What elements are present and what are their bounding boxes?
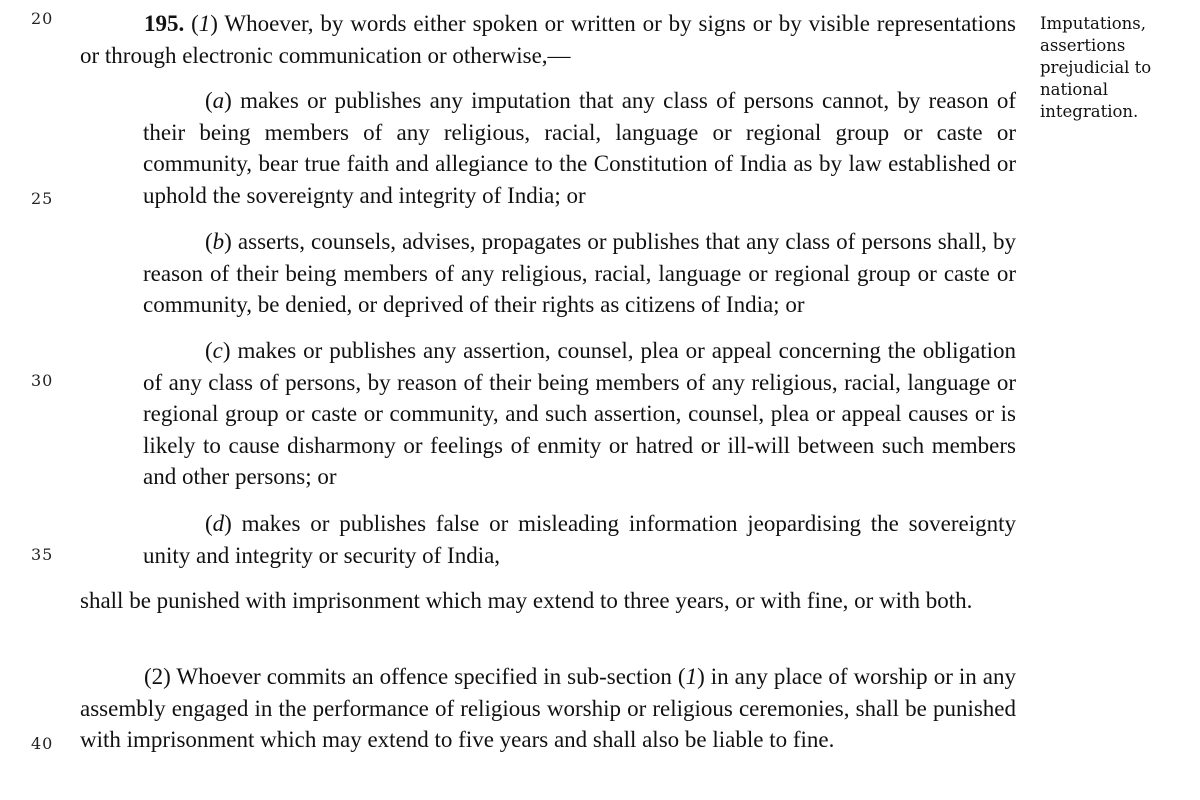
subsection-ref-number: 1 xyxy=(685,664,698,689)
subsection-2-text-cont: in any place of worship or in any assembly engaged in the performance of religious worship or religious ceremonies, shall be punished with imprisonment which may extend to five years and shall also be liable to fine. xyxy=(80,664,1016,752)
ref-paren-close: ) xyxy=(697,664,705,689)
margin-note-line: assertions xyxy=(1040,36,1126,55)
section-intro-text: Whoever, by words either spoken or written or by signs or by visible representations or through electronic communication or otherwise,— xyxy=(80,11,1017,68)
line-number-20: 20 xyxy=(31,9,54,28)
margin-note-line: national xyxy=(1040,80,1109,99)
clause-d: (d) makes or publishes false or misleading information jeopardising the sovereignty unity and integrity or security of India, xyxy=(143,511,1016,568)
clause-letter: a xyxy=(212,88,225,113)
ref-paren-open: ( xyxy=(677,664,686,689)
subsection-2-number: (2) xyxy=(144,664,171,689)
line-number-35: 35 xyxy=(31,545,54,564)
punishment-text: shall be punished with imprisonment which may extend to three years, or with fine, or with both. xyxy=(80,588,973,613)
line-number-40: 40 xyxy=(31,734,54,753)
line-number-25: 25 xyxy=(31,189,54,208)
margin-note-line: integration. xyxy=(1040,102,1139,121)
line-number-30: 30 xyxy=(31,371,54,390)
section-number: 195. xyxy=(144,11,185,36)
clause-letter: c xyxy=(212,338,223,363)
clause-text: makes or publishes false or misleading information jeopardising the sovereignty unity and integrity or security of India, xyxy=(143,511,1016,568)
section-intro xyxy=(80,8,1016,71)
clause-letter: b xyxy=(212,229,225,254)
margin-note-line: prejudicial to xyxy=(1040,58,1152,77)
clause-b: (b) asserts, counsels, advises, propagates or publishes that any class of persons shall, by reason of their being members of any religious, racial, language or regional group or caste or community, be denied, or deprived of their rights as citizens of India; or xyxy=(143,229,1016,317)
clause-a: (a) makes or publishes any imputation that any class of persons cannot, by reason of their being members of any religious, racial, language or regional group or caste or community, bear true faith and allegiance to the Constitution of India as by law established or uphold the sovereignty and integrity of India; or xyxy=(143,88,1016,208)
clause-text: makes or publishes any imputation that any class of persons cannot, by reason of their being members of any religious, racial, language or regional group or caste or community, bear true faith and allegiance to the Constitution of India as by law established or uphold the sovereignty and integrity of India; or xyxy=(143,88,1016,208)
margin-note-line: Imputations, xyxy=(1040,14,1147,33)
margin-note xyxy=(1040,13,1190,123)
subsection-number: 1 xyxy=(198,11,211,36)
clause-text: makes or publishes any assertion, counsel, plea or appeal concerning the obligation of any class of persons, by reason of their being members of any religious, racial, language or regional group or caste or community, and such assertion, counsel, plea or appeal causes or is likely to cause disharmony or feelings of enmity or hatred or ill-will between such members and other persons; or xyxy=(143,338,1016,489)
clause-letter: d xyxy=(212,511,225,536)
subsection-2 xyxy=(80,661,1016,756)
subsection-paren-close: ) xyxy=(210,11,218,36)
clause-c: (c) makes or publishes any assertion, counsel, plea or appeal concerning the obligation of any class of persons, by reason of their being members of any religious, racial, language or regional group or caste or community, and such assertion, counsel, plea or appeal causes or is likely to cause disharmony or feelings of enmity or hatred or ill-will between such members and other persons; or xyxy=(143,338,1016,489)
clause-text: asserts, counsels, advises, propagates or publishes that any class of persons shall, by reason of their being members of any religious, racial, language or regional group or caste or community, be denied, or deprived of their rights as citizens of India; or xyxy=(143,229,1016,317)
subsection-paren-open: ( xyxy=(191,11,199,36)
subsection-2-text: Whoever commits an offence specified in sub-section xyxy=(170,664,678,689)
